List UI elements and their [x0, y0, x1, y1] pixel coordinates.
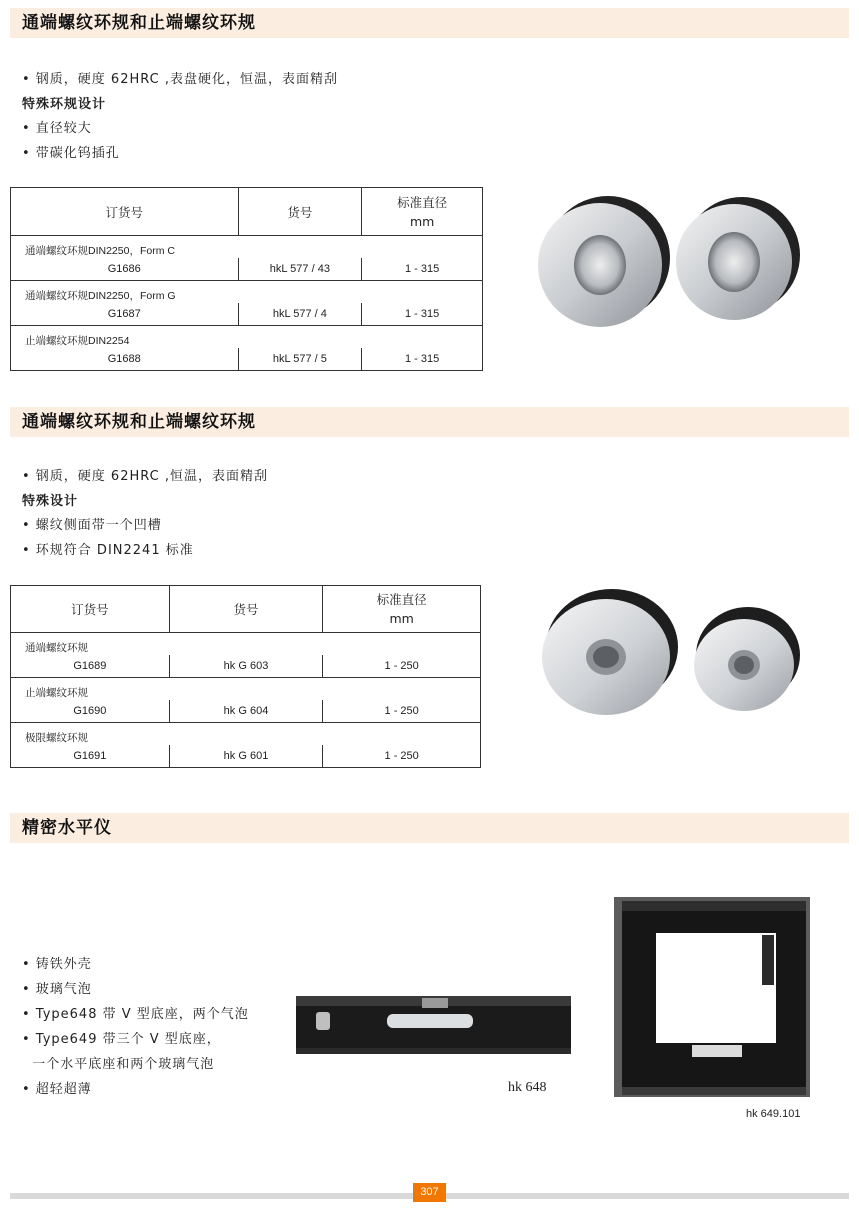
- diameter-label: 标准直径: [397, 194, 448, 210]
- feature-line: 一个水平底座和两个玻璃气泡: [22, 1057, 215, 1072]
- item-number: hkL 577 / 5: [238, 348, 362, 371]
- unit-label: mm: [389, 611, 414, 626]
- col-header-diameter: [362, 188, 483, 236]
- section2-header: [10, 407, 849, 437]
- col-header-order: 订货号: [11, 188, 239, 236]
- item-number: hk G 601: [169, 745, 323, 768]
- feature-line: • 铸铁外壳: [22, 957, 92, 972]
- diameter-range: 1 - 315: [362, 303, 483, 326]
- order-number: G1690: [11, 700, 170, 723]
- bar-level-photo: [292, 990, 577, 1058]
- col-header-item: 货号: [238, 188, 362, 236]
- diameter-range: 1 - 250: [323, 700, 481, 723]
- feature-line: • 钢质，硬度 62HRC ,表盘硬化，恒温，表面精刮: [22, 72, 338, 87]
- group-label: 通端螺纹环规DIN2250，Form G: [25, 290, 176, 302]
- caption-648: hk 648: [508, 1080, 547, 1095]
- feature-line: • 玻璃气泡: [22, 982, 92, 997]
- group-label: 止端螺纹环规: [25, 687, 88, 699]
- item-number: hkL 577 / 4: [238, 303, 362, 326]
- diameter-range: 1 - 315: [404, 353, 440, 365]
- feature-line: • Type648 带 V 型底座，两个气泡: [22, 1007, 249, 1022]
- section1-header: [10, 8, 849, 38]
- item-number: hkL 577 / 43: [238, 258, 362, 281]
- feature-subheading: 特殊设计: [22, 493, 79, 509]
- section3-title: 精密水平仪: [22, 818, 112, 838]
- group-label: 极限螺纹环规: [25, 732, 88, 744]
- page-number: 307: [413, 1183, 446, 1202]
- diameter-range: 1 - 315: [362, 258, 483, 281]
- section1-title: 通端螺纹环规和止端螺纹环规: [22, 13, 256, 33]
- feature-line: • 钢质，硬度 62HRC ,恒温，表面精刮: [22, 469, 268, 484]
- item-number: hk G 604: [169, 700, 323, 723]
- section2-features: [22, 465, 268, 563]
- group-label: 止端螺纹环规DIN2254: [25, 335, 130, 347]
- unit-label: mm: [409, 213, 435, 229]
- feature-line: • 直径较大: [22, 121, 92, 136]
- feature-line: • 超轻超薄: [22, 1082, 92, 1097]
- diameter-range: 1 - 250: [384, 750, 419, 762]
- feature-line: • Type649 带三个 V 型底座，: [22, 1032, 221, 1047]
- section2-title: 通端螺纹环规和止端螺纹环规: [22, 412, 256, 432]
- ring-gauge-photo-1: [520, 190, 820, 335]
- col-header-diameter: [323, 586, 481, 633]
- diameter-range: 1 - 250: [323, 655, 481, 678]
- section3-features: [22, 952, 249, 1102]
- col-header-item: 货号: [169, 586, 323, 633]
- feature-line: • 带碳化钨插孔: [22, 145, 120, 161]
- order-number: G1686: [11, 258, 239, 281]
- order-number: G1688: [11, 348, 239, 371]
- item-number: hk G 603: [169, 655, 323, 678]
- caption-649: hk 649.101: [746, 1108, 801, 1120]
- order-number: G1689: [11, 655, 170, 678]
- diameter-label: 标准直径: [376, 592, 427, 607]
- col-header-order: 订货号: [11, 586, 170, 633]
- section1-spec-table: [10, 187, 483, 371]
- frame-level-photo: [612, 895, 812, 1100]
- feature-subheading: 特殊环规设计: [22, 96, 107, 112]
- section3-header: [10, 813, 849, 843]
- group-label: 通端螺纹环规: [25, 642, 88, 654]
- feature-line: • 螺纹侧面带一个凹槽: [22, 518, 162, 533]
- order-number: G1691: [11, 745, 170, 768]
- ring-gauge-photo-2: [530, 585, 815, 730]
- order-number: G1687: [11, 303, 239, 326]
- feature-line: • 环规符合 DIN2241 标准: [22, 542, 194, 558]
- section1-features: [22, 68, 338, 166]
- group-label: 通端螺纹环规DIN2250，Form C: [25, 245, 175, 257]
- section2-spec-table: [10, 585, 481, 768]
